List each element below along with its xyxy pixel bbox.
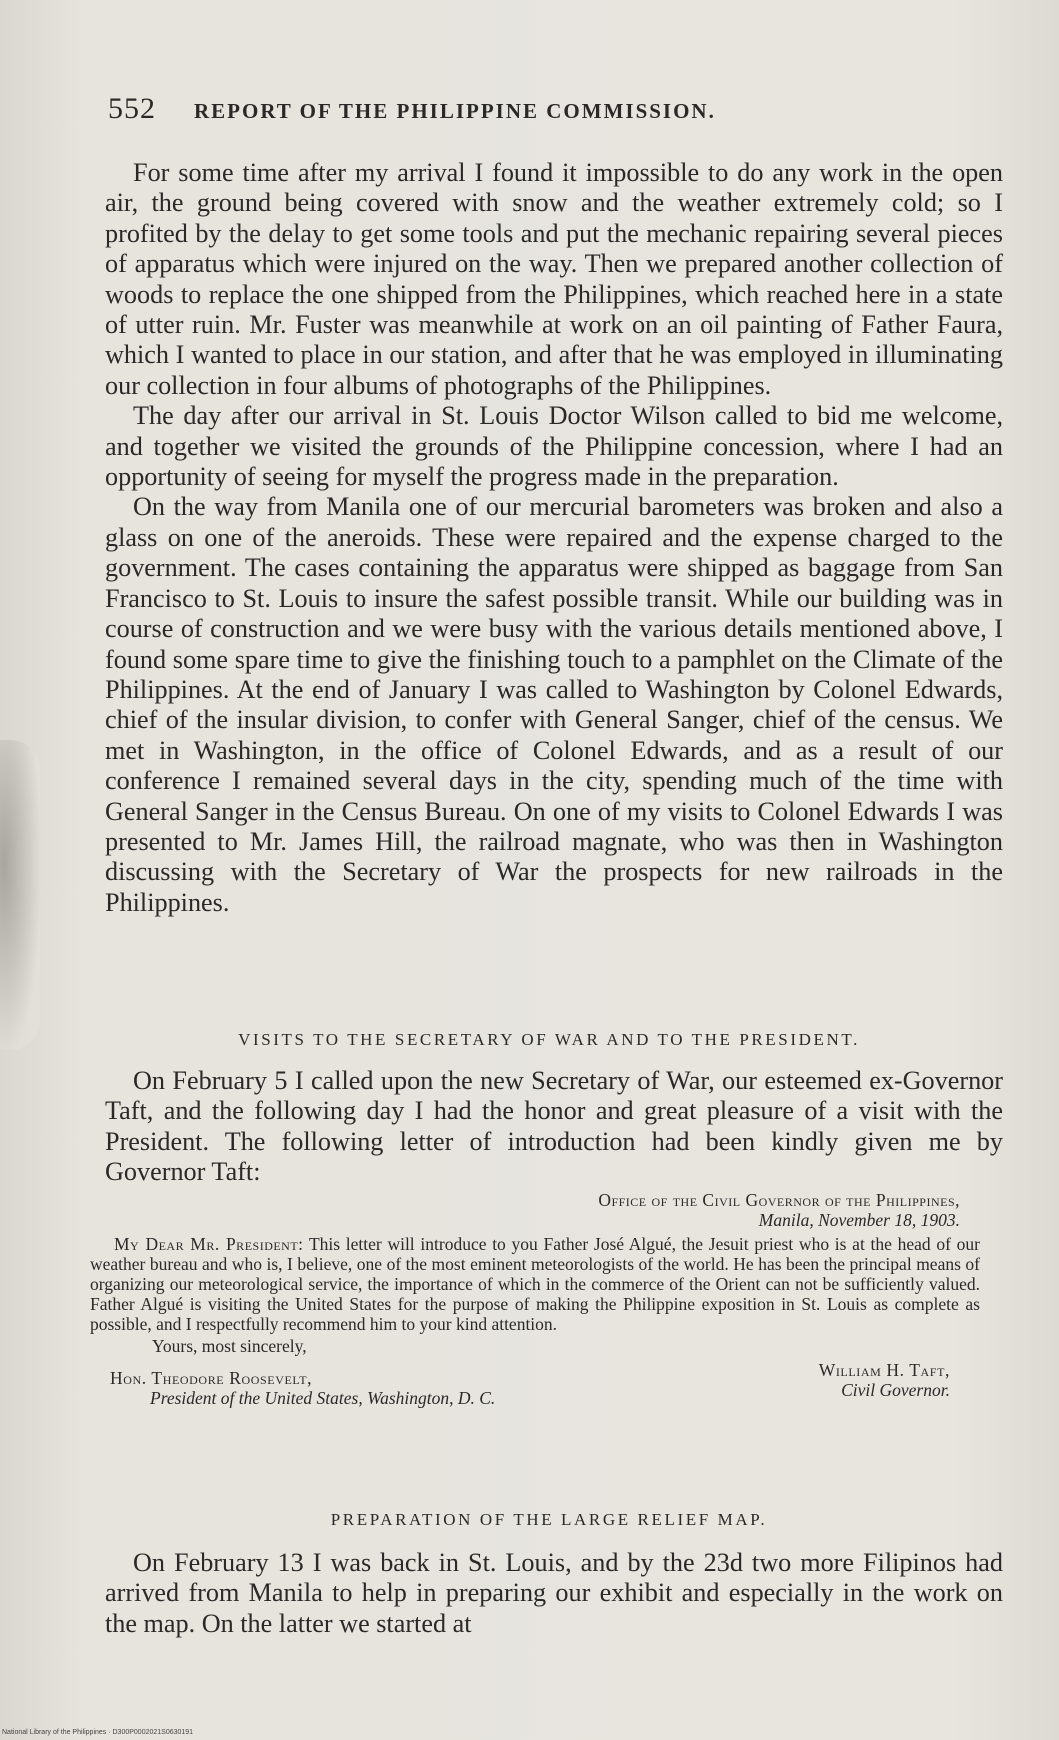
letter-body-text: This letter will introduce to you Father José Algué, the Jesuit priest who is at the head of our weather bureau and who is, I believe, one of the most eminent meteorologists of the world. He has been the principal means of organizing our meteorological service, the importance of which in the commerce of the Orient can not be sufficiently valued. Father Algué is visiting the United States for the purpose of making the Philippine exposition in St. Louis as complete as possible, and I respectfully recommend him to your kind attention. [90,1234,980,1334]
body-text-block-2 [105,1066,1003,1188]
page-header [108,92,868,132]
paragraph-wilson: The day after our arrival in St. Louis Doctor Wilson called to bid me welcome, and together we visited the grounds of the Philippine concession, where I had an opportunity of seeing for myself the progress made in the preparation. [105,401,1003,492]
body-text-block-3 [105,1548,1003,1639]
paragraph-arrival: For some time after my arrival I found it impossible to do any work in the open air, the ground being covered with snow and the weather extremely cold; so I profited by the delay to get some tools and put the mechanic repairing several pieces of apparatus which were injured on the way. Then we prepared another collection of woods to replace the one shipped from the Philippines, which reached here in a state of utter ruin. Mr. Fuster was meanwhile at work on an oil painting of Father Faura, which I wanted to place in our station, and after that he was employed in illuminating our collection in four albums of photographs of the Philippines. [105,158,1003,400]
addressee-name: Hon. Theodore Roosevelt, [110,1368,313,1388]
paragraph-barometers: On the way from Manila one of our mercurial barometers was broken and also a glass on one of the aneroids. These were repaired and the expense charged to the government. The cases containing the apparatus were shipped as baggage from San Francisco to St. Louis to insure the safest possible transit. While our building was in course of construction and we were busy with the various details mentioned above, I found some spare time to give the finishing touch to a pamphlet on the Climate of the Philippines. At the end of January I was called to Washington by Colonel Edwards, chief of the insular division, to confer with General Sanger, chief of the census. We met in Washington, in the office of Colonel Edwards, and as a result of our conference I remained several days in the city, spending much of the time with General Sanger in the Census Bureau. On one of my visits to Colonel Edwards I was presented to Mr. James Hill, the railroad magnate, who was then in Washington discussing with the Secretary of War the prospects for new railroads in the Philippines. [105,492,1003,917]
addressee-title: President of the United States, Washington, D. C. [150,1388,496,1408]
letter-office: Office of the Civil Governor of the Philippines, [598,1190,960,1210]
letter-addressee [90,1368,495,1408]
letter-salutation: My Dear Mr. President: [114,1234,304,1254]
section-heading-relief-map: PREPARATION OF THE LARGE RELIEF MAP. [330,1510,768,1529]
paragraph-february-5: On February 5 I called upon the new Secretary of War, our esteemed ex-Governor Taft, and the following day I had the honor and great pleasure of a visit with the President. The following letter of introduction had been kindly given me by Governor Taft: [105,1066,1003,1187]
letter-signature [819,1360,980,1408]
signature-title: Civil Governor. [841,1380,950,1400]
page-number: 552 [108,92,156,125]
letter-of-introduction [90,1190,980,1408]
letter-date: Manila, November 18, 1903. [758,1210,960,1230]
binding-clip-shadow [0,740,40,1050]
letter-body [90,1234,980,1334]
running-title: REPORT OF THE PHILIPPINE COMMISSION. [194,99,716,123]
paragraph-february-13: On February 13 I was back in St. Louis, and by the 23d two more Filipinos had arrived from Manila to help in preparing our exhibit and especially in the work on the map. On the latter we started at [105,1548,1003,1638]
body-text-block-1 [105,158,1003,918]
section-heading-visits: VISITS TO THE SECRETARY OF WAR AND TO THE PRESIDENT. [238,1030,860,1049]
letter-closing: Yours, most sincerely, [152,1336,307,1356]
scan-footer-note: National Library of the Philippines · D300P0002021S0630191 [2,1729,194,1736]
letter-sign-row [90,1360,980,1408]
signature-name: William H. Taft, [818,1360,950,1380]
